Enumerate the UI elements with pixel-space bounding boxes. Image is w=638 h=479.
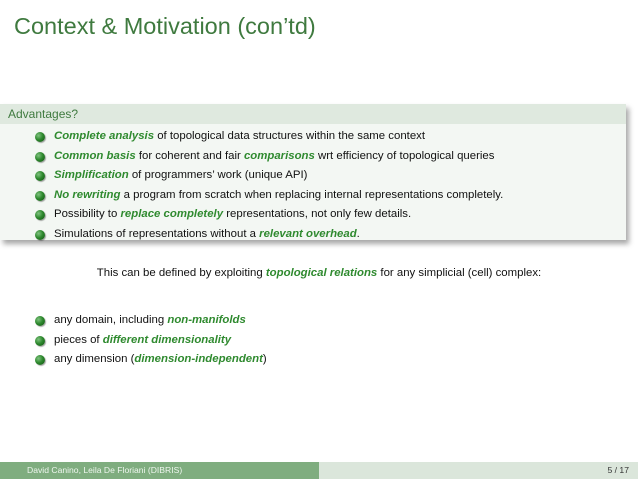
item-text: . bbox=[356, 227, 360, 240]
emphasis-text: Common basis bbox=[54, 149, 136, 162]
emphasis-text: dimension-independent bbox=[134, 353, 263, 365]
bullet-icon bbox=[35, 230, 45, 240]
bullet-icon bbox=[35, 355, 45, 365]
scope-item bbox=[0, 311, 638, 331]
bullet-icon bbox=[35, 152, 45, 162]
advantages-list bbox=[0, 127, 626, 244]
emphasis-text: relevant overhead bbox=[259, 227, 357, 240]
slide-title: Context & Motivation (con’td) bbox=[14, 13, 316, 39]
emphasis-text: Simplification bbox=[54, 169, 129, 181]
item-text: Possibility to bbox=[54, 208, 121, 220]
item-text: ) bbox=[262, 353, 267, 365]
scope-section bbox=[0, 311, 638, 370]
advantage-item bbox=[0, 186, 626, 206]
item-text: wrt efficiency of topological queries bbox=[314, 149, 495, 162]
statement-part: for any simplicial (cell) complex: bbox=[377, 267, 542, 279]
footer-page-number: 5 / 17 bbox=[319, 462, 638, 479]
bullet-icon bbox=[35, 191, 45, 201]
item-text: pieces of bbox=[54, 333, 103, 346]
bullet-icon bbox=[35, 171, 45, 181]
emphasis-text: comparisons bbox=[243, 149, 315, 162]
footer-authors: David Canino, Leila De Floriani (DIBRIS) bbox=[0, 462, 319, 479]
emphasis-text: replace completely bbox=[120, 208, 224, 220]
item-text: of programmers’ work (unique API) bbox=[128, 169, 308, 181]
item-text: any dimension ( bbox=[54, 353, 135, 365]
advantages-block-header: Advantages? bbox=[0, 104, 626, 124]
emphasis-text: topological relations bbox=[265, 267, 378, 279]
item-text: a program from scratch when replacing internal representations completely. bbox=[120, 188, 504, 201]
statement-text bbox=[0, 267, 638, 279]
advantage-item bbox=[0, 205, 626, 225]
item-text: for coherent and fair bbox=[135, 149, 244, 162]
advantage-item bbox=[0, 166, 626, 186]
advantage-item bbox=[0, 147, 626, 167]
item-text: Simulations of representations without a bbox=[54, 227, 260, 240]
bullet-icon bbox=[35, 316, 45, 326]
advantage-item bbox=[0, 225, 626, 245]
item-text: of topological data structures within the same context bbox=[154, 130, 426, 142]
advantage-item bbox=[0, 127, 626, 147]
emphasis-text: Complete analysis bbox=[54, 130, 155, 142]
scope-list bbox=[0, 311, 638, 370]
emphasis-text: No rewriting bbox=[54, 188, 121, 201]
slide-footer bbox=[0, 462, 638, 479]
emphasis-text: different dimensionality bbox=[102, 333, 232, 346]
advantages-block bbox=[0, 104, 626, 240]
scope-item bbox=[0, 350, 638, 370]
bullet-icon bbox=[35, 336, 45, 346]
statement-part: This can be defined by exploiting bbox=[96, 267, 266, 279]
emphasis-text: non-manifolds bbox=[167, 314, 246, 326]
bullet-icon bbox=[35, 132, 45, 142]
item-text: representations, not only few details. bbox=[223, 208, 412, 220]
bullet-icon bbox=[35, 210, 45, 220]
item-text: any domain, including bbox=[54, 314, 168, 326]
scope-item bbox=[0, 331, 638, 351]
